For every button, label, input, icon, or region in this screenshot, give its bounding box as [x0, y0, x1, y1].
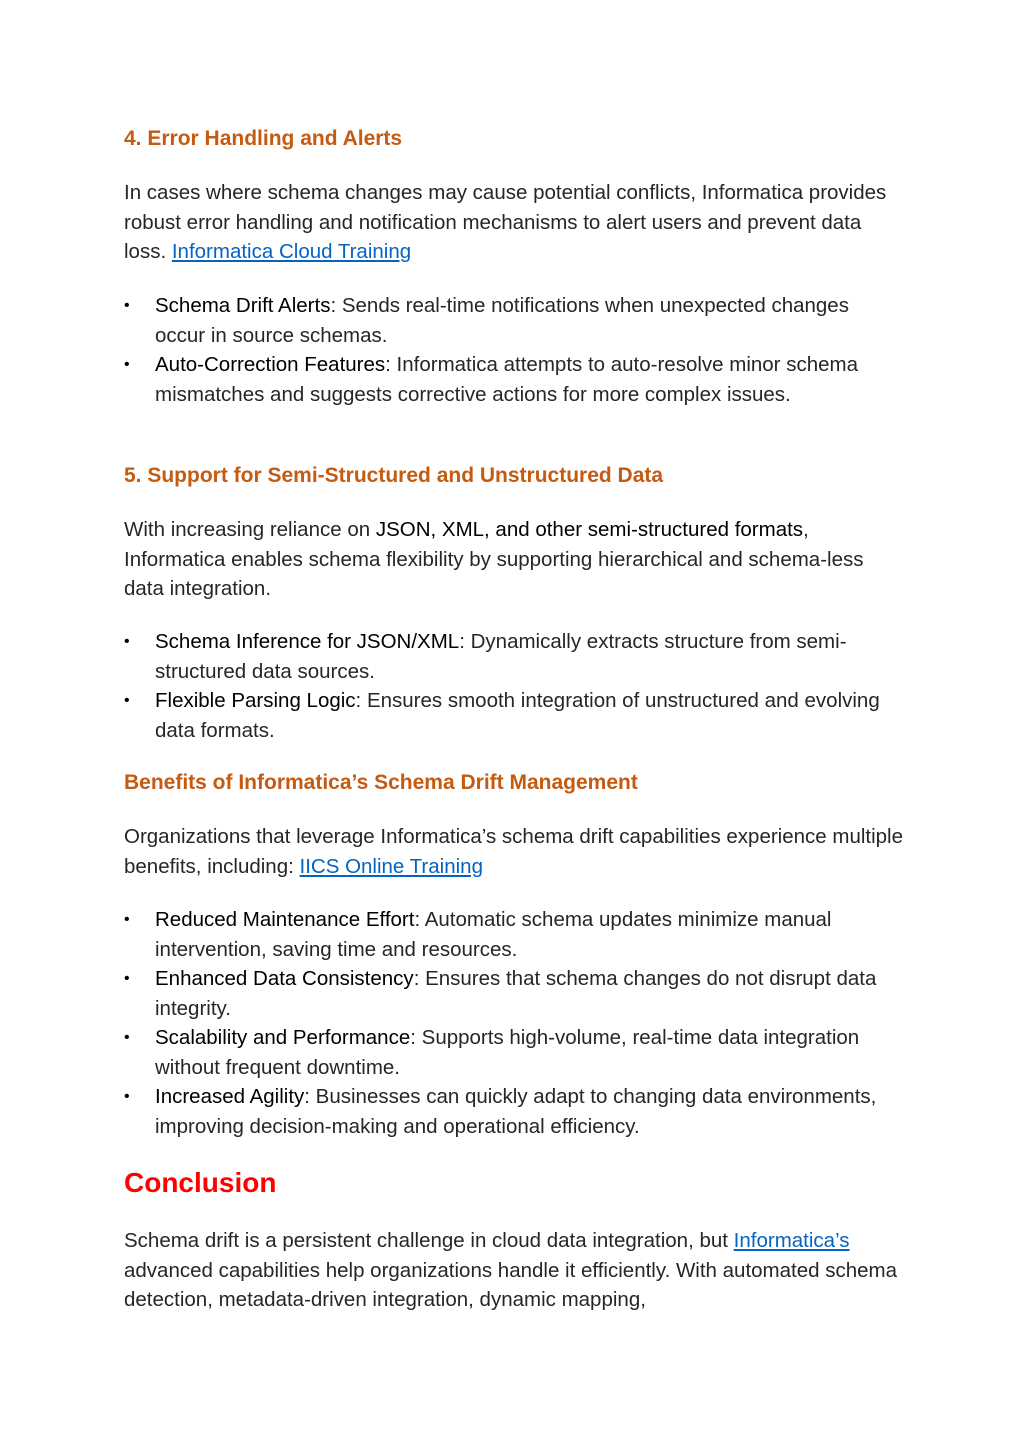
section-4-bullet-list: [124, 291, 904, 409]
bullet-icon: •: [124, 692, 130, 709]
bullet-icon: •: [124, 633, 130, 650]
section-4-heading: 4. Error Handling and Alerts: [124, 127, 403, 150]
bullet-icon: •: [124, 356, 130, 373]
informaticas-link[interactable]: Informatica’s: [733, 1229, 850, 1252]
bullet-text: : Businesses can quickly adapt to changing data environments, improving decision-making and operational efficiency.: [155, 1085, 877, 1138]
bullet-text: : Supports high-volume, real-time data integration without frequent downtime.: [155, 1026, 860, 1079]
bullet-icon: •: [124, 1029, 130, 1046]
list-item: [124, 350, 900, 409]
bullet-term: Flexible Parsing Logic: [155, 689, 356, 712]
benefits-bullet-list: [124, 905, 904, 1141]
bullet-text: : Informatica attempts to auto-resolve minor schema mismatches and suggests corrective actions for more complex issues.: [155, 353, 858, 406]
list-item: [124, 905, 900, 964]
section-4-intro-text: In cases where schema changes may cause potential conflicts, Informatica provides robust error handling and notification mechanisms to alert users and prevent data loss.: [124, 181, 887, 263]
bullet-text: : Automatic schema updates minimize manual intervention, saving time and resources.: [155, 908, 832, 961]
bullet-term: Auto-Correction Features: [155, 353, 386, 376]
bullet-icon: •: [124, 1088, 130, 1105]
list-item: [124, 1023, 900, 1082]
bullet-term: Increased Agility: [155, 1085, 305, 1108]
list-item: [124, 964, 900, 1023]
conclusion-text-before: Schema drift is a persistent challenge in cloud data integration, but: [124, 1229, 734, 1252]
list-item: [124, 1082, 900, 1141]
list-item: [124, 627, 900, 686]
benefits-intro: [124, 822, 904, 881]
conclusion-text-after: advanced capabilities help organizations handle it efficiently. With automated schema detection, metadata-driven integration, dynamic mapping,: [124, 1258, 898, 1311]
bullet-icon: •: [124, 297, 130, 314]
bullet-text: : Dynamically extracts structure from semi-structured data sources.: [155, 630, 847, 683]
bullet-term: Schema Inference for JSON/XML: [155, 630, 460, 653]
list-item: [124, 291, 900, 350]
iics-online-training-link[interactable]: IICS Online Training: [299, 854, 483, 878]
list-item: [124, 686, 900, 745]
bullet-text: : Ensures smooth integration of unstructured and evolving data formats.: [155, 689, 880, 742]
benefits-heading: Benefits of Informatica’s Schema Drift Management: [124, 771, 638, 794]
bullet-icon: •: [124, 911, 130, 928]
bullet-icon: •: [124, 970, 130, 987]
section-5-intro-after: , Informatica enables schema flexibility by supporting hierarchical and schema-less data integration.: [124, 518, 864, 600]
bullet-text: : Sends real-time notifications when unexpected changes occur in source schemas.: [155, 294, 849, 347]
bullet-term: Scalability and Performance: [155, 1026, 411, 1049]
bullet-text: : Ensures that schema changes do not disrupt data integrity.: [155, 967, 877, 1020]
informatica-cloud-training-link[interactable]: Informatica Cloud Training: [171, 240, 412, 263]
section-5-heading: 5. Support for Semi-Structured and Unstructured Data: [124, 464, 664, 487]
conclusion-heading: Conclusion: [124, 1167, 277, 1198]
bullet-term: Schema Drift Alerts: [155, 294, 331, 317]
bullet-term: Reduced Maintenance Effort: [155, 908, 415, 931]
section-5-intro-before: With increasing reliance on: [124, 518, 376, 541]
section-5-intro: [124, 515, 904, 604]
section-5-bullet-list: [124, 627, 904, 745]
benefits-intro-text: Organizations that leverage Informatica’s schema drift capabilities experience multiple benefits, including:: [124, 825, 904, 878]
conclusion-paragraph: [124, 1226, 904, 1315]
bullet-term: Enhanced Data Consistency: [155, 967, 414, 990]
section-5-intro-bold: JSON, XML, and other semi-structured formats: [375, 518, 804, 541]
section-4-intro: [124, 178, 904, 267]
